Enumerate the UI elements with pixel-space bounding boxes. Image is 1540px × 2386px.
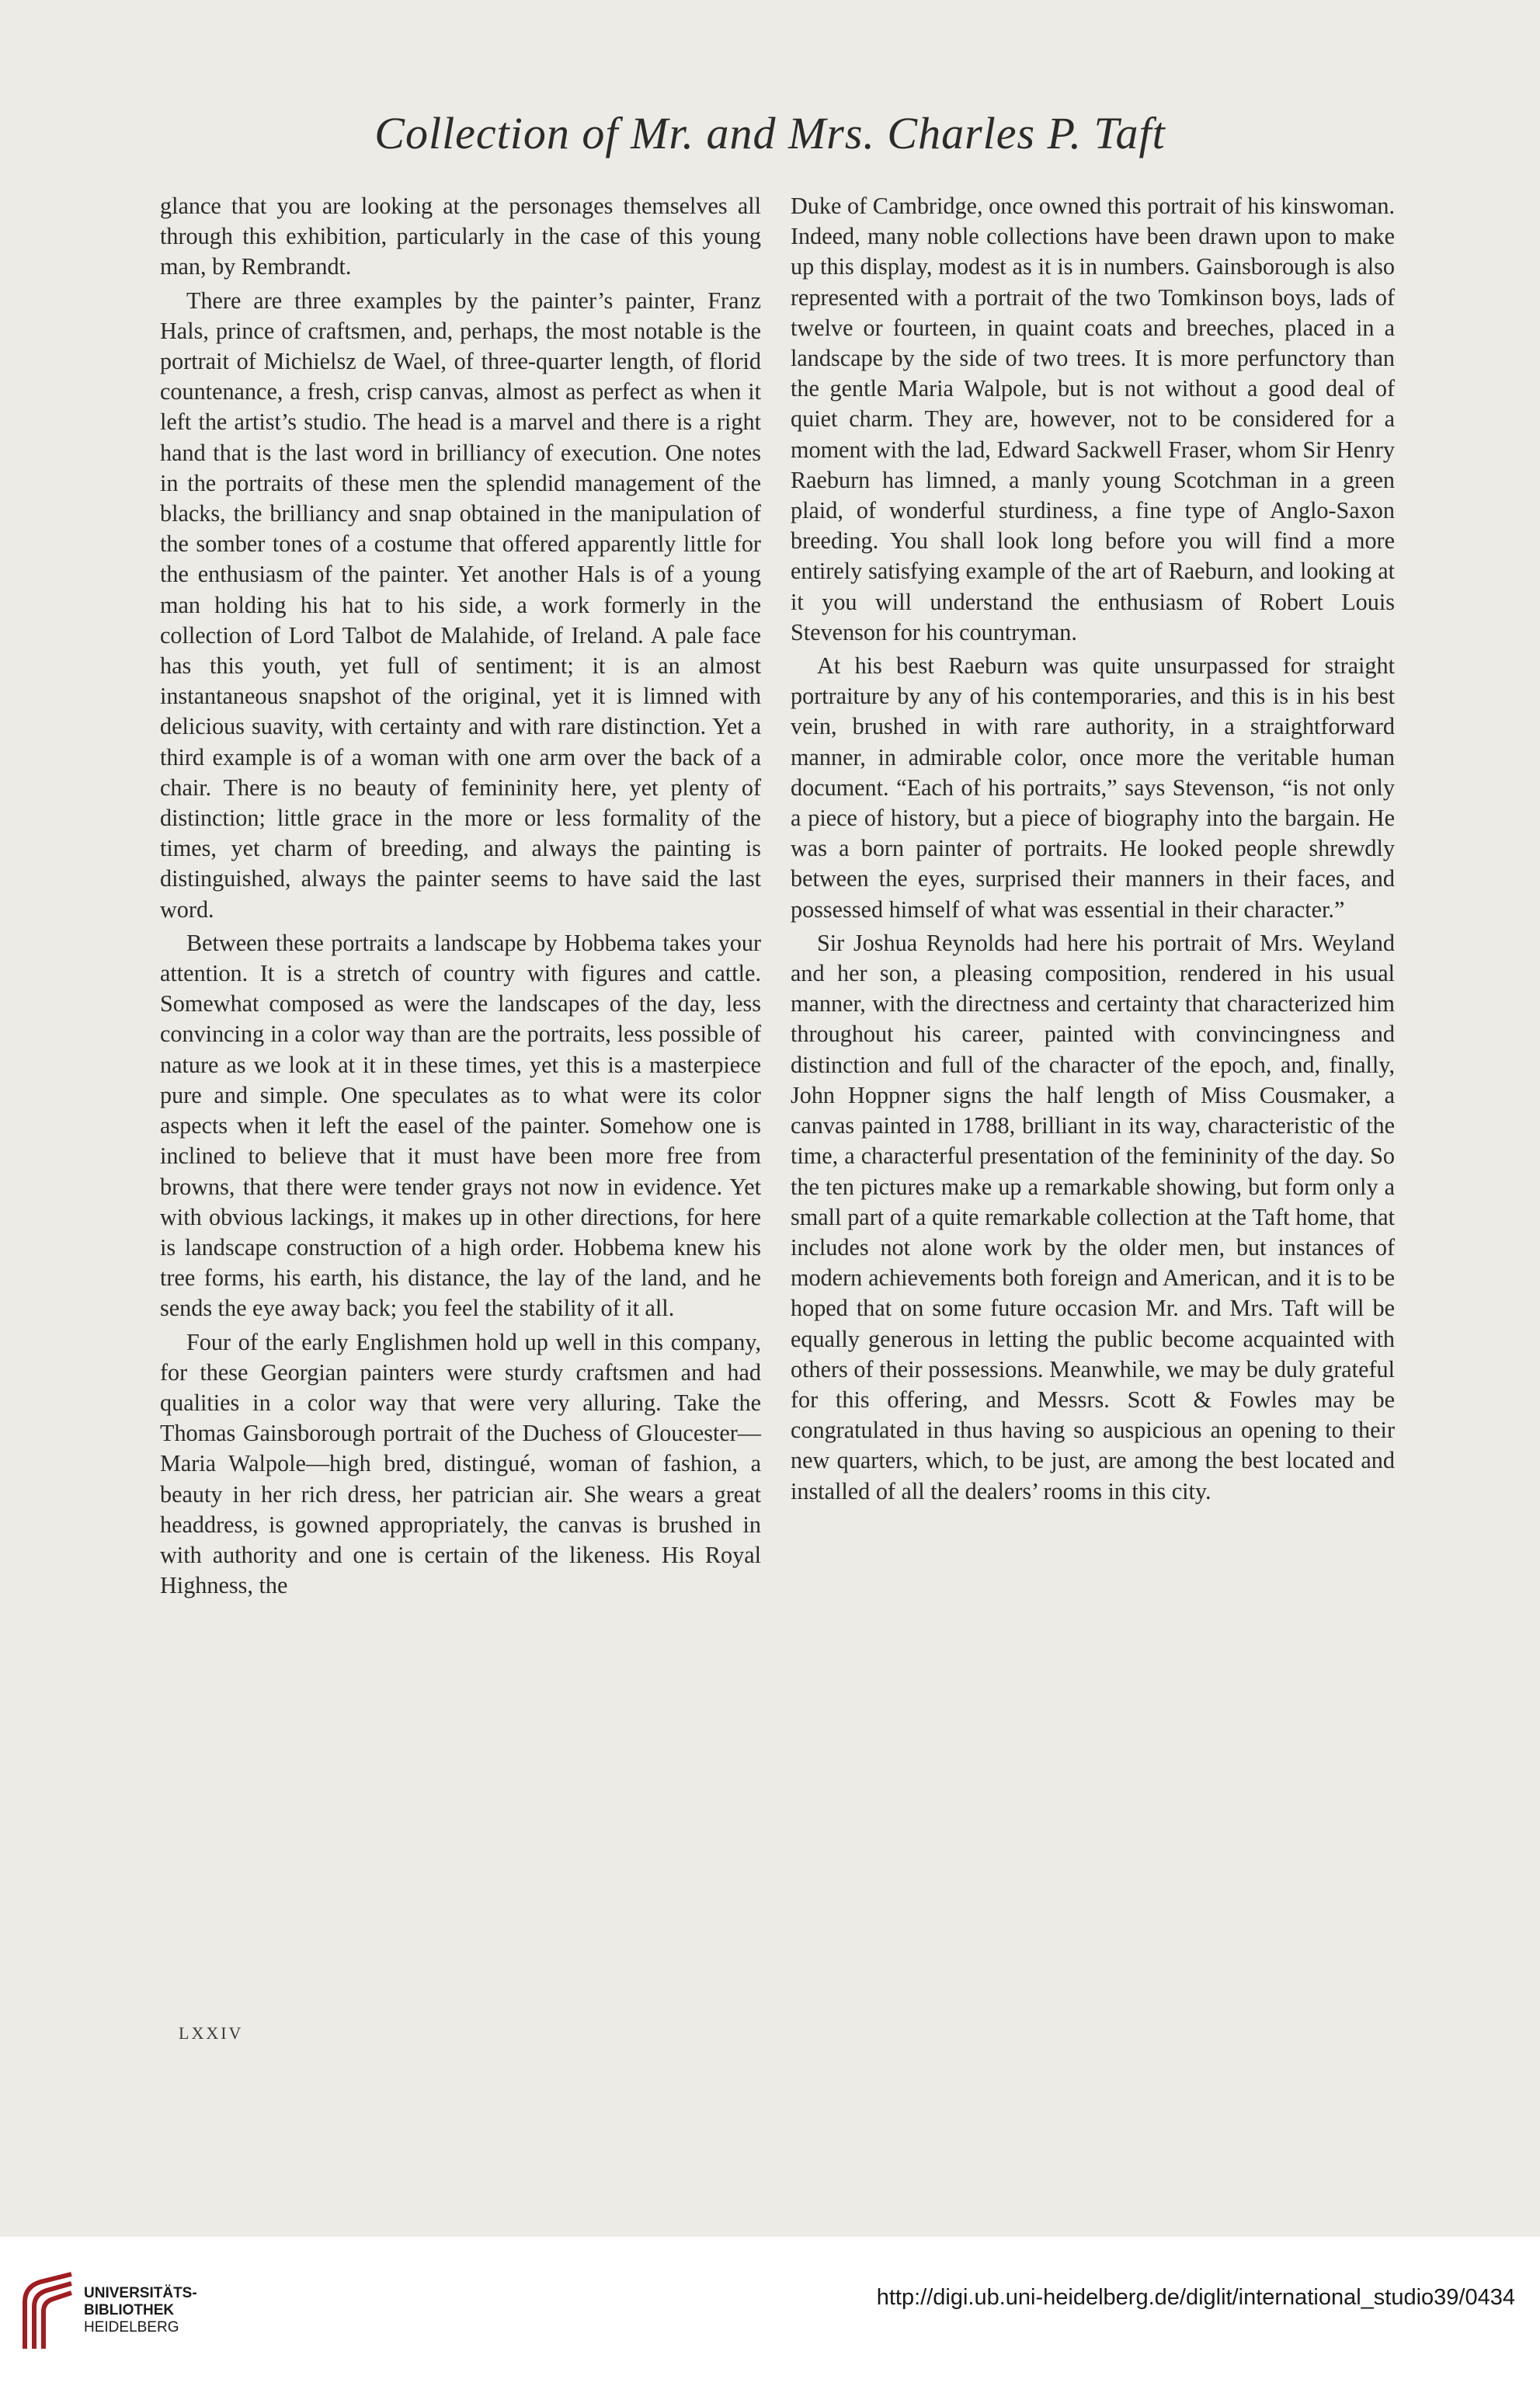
- left-column: [160, 191, 761, 1601]
- paragraph: There are three examples by the painter’s painter, Franz Hals, prince of craftsmen, and, perhaps, the most notable is the portrait of Michielsz de Wael, of three-quarter length, of florid countenance, a fresh, crisp canvas, almost as perfect as when it left the artist’s studio. The head is a marvel and there is a right hand that is the last word in brilliancy of execution. One notes in the portraits of these men the splendid management of the blacks, the brilliancy and snap obtained in the manipulation of the somber tones of a costume that offered apparently little for the enthusiasm of the painter. Yet another Hals is of a young man holding his hat to his side, a work formerly in the collection of Lord Talbot de Malahide, of Ireland. A pale face has this youth, yet full of sentiment; it is an almost instantaneous snapshot of the original, yet it is limned with delicious suavity, with certainty and with rare distinction. Yet a third example is of a woman with one arm over the back of a chair. There is no beauty of femininity here, yet plenty of distinction; little grace in the more or less formality of the times, yet charm of breeding, and always the painting is distinguished, always the painter seems to have said the last word.: [160, 287, 761, 923]
- library-name-line2: BIBLIOTHEK: [84, 2302, 175, 2318]
- right-column: [791, 191, 1395, 1507]
- footer-bar: [0, 2237, 1540, 2386]
- library-name: [84, 2285, 197, 2336]
- paragraph: Sir Joshua Reynolds had here his portrait of Mrs. Weyland and her son, a pleasing composition, rendered in his usual manner, with the directness and certainty that characterized him throughout his career, painted with convincingness and distinction and full of the character of the epoch, and, finally, John Hoppner signs the half length of Miss Cousmaker, a canvas painted in 1788, brilliant in its way, characteristic of the time, a characterful presentation of the femininity of the day. So the ten pictures make up a remarkable showing, but form only a small part of a quite remarkable collection at the Taft home, that includes not alone work by the older men, but instances of modern achievements both foreign and American, and it is to be hoped that on some future occasion Mr. and Mrs. Taft will be equally generous in letting the public become acquainted with others of their possessions. Meanwhile, we may be duly grateful for this offering, and Messrs. Scott & Fowles may be congratulated in thus having so auspicious an opening to their new quarters, which, to be just, are among the best located and installed of all the dealers’ rooms in this city.: [791, 929, 1395, 1504]
- paragraph: Duke of Cambridge, once owned this portrait of his kinswoman. Indeed, many noble collections have been drawn upon to make up this display, modest as it is in numbers. Gainsborough is also represented with a portrait of the two Tomkinson boys, lads of twelve or fourteen, in quaint coats and breeches, placed in a landscape by the side of two trees. It is more perfunctory than the gentle Maria Walpole, but is not without a good deal of quiet charm. They are, however, not to be considered for a moment with the lad, Edward Sackwell Fraser, whom Sir Henry Raeburn has limned, a manly young Scotchman in a green plaid, of wonderful sturdiness, a fine type of Anglo-Saxon breeding. You shall look long before you will find a more entirely satisfying example of the art of Raeburn, and looking at it you will understand the enthusiasm of Robert Louis Stevenson for his countryman.: [791, 193, 1395, 645]
- paragraph: At his best Raeburn was quite unsurpassed for straight portraiture by any of his contemporaries, and this is in his best vein, brushed in with rare authority, in a straightforward manner, in admirable color, once more the veritable human document. “Each of his portraits,” says Stevenson, “is not only a piece of history, but a piece of biography into the bargain. He was a born painter of portraits. He looked people shrewdly between the eyes, surprised their manners in their faces, and possessed himself of what was essential in their character.”: [791, 652, 1395, 923]
- paragraph: glance that you are looking at the personages themselves all through this exhibition, particularly in the case of this young man, by Rembrandt.: [160, 193, 761, 280]
- source-url-link[interactable]: http://digi.ub.uni-heidelberg.de/diglit/international_studio39/0434: [876, 2285, 1515, 2310]
- library-logo-icon: [17, 2271, 79, 2356]
- running-head: Collection of Mr. and Mrs. Charles P. Taft: [374, 108, 1166, 158]
- library-name-line1: UNIVERSITÄTS-: [84, 2285, 197, 2301]
- page-number: LXXIV: [179, 2023, 244, 2043]
- library-name-line3: HEIDELBERG: [84, 2319, 179, 2336]
- paragraph: Four of the early Englishmen hold up well in this company, for these Georgian painters were sturdy craftsmen and had qualities in a color way that were very alluring. Take the Thomas Gainsborough portrait of the Duchess of Gloucester—Maria Walpole—high bred, distingué, woman of fashion, a beauty in her rich dress, her patrician air. She wears a great headdress, is gowned appropriately, the canvas is brushed in with authority and one is certain of the likeness. His Royal Highness, the: [160, 1328, 761, 1599]
- paragraph: Between these portraits a landscape by Hobbema takes your attention. It is a stretch of country with figures and cattle. Somewhat composed as were the landscapes of the day, less convincing in a color way than are the portraits, less possible of nature as we look at it in these times, yet this is a masterpiece pure and simple. One speculates as to what were its color aspects when it left the easel of the painter. Somehow one is inclined to believe that it must have been more free from browns, that there were tender grays not now in evidence. Yet with obvious lackings, it makes up in other directions, for here is landscape construction of a high order. Hobbema knew his tree forms, his earth, his distance, the lay of the land, and he sends the eye away back; you feel the stability of it all.: [160, 929, 761, 1322]
